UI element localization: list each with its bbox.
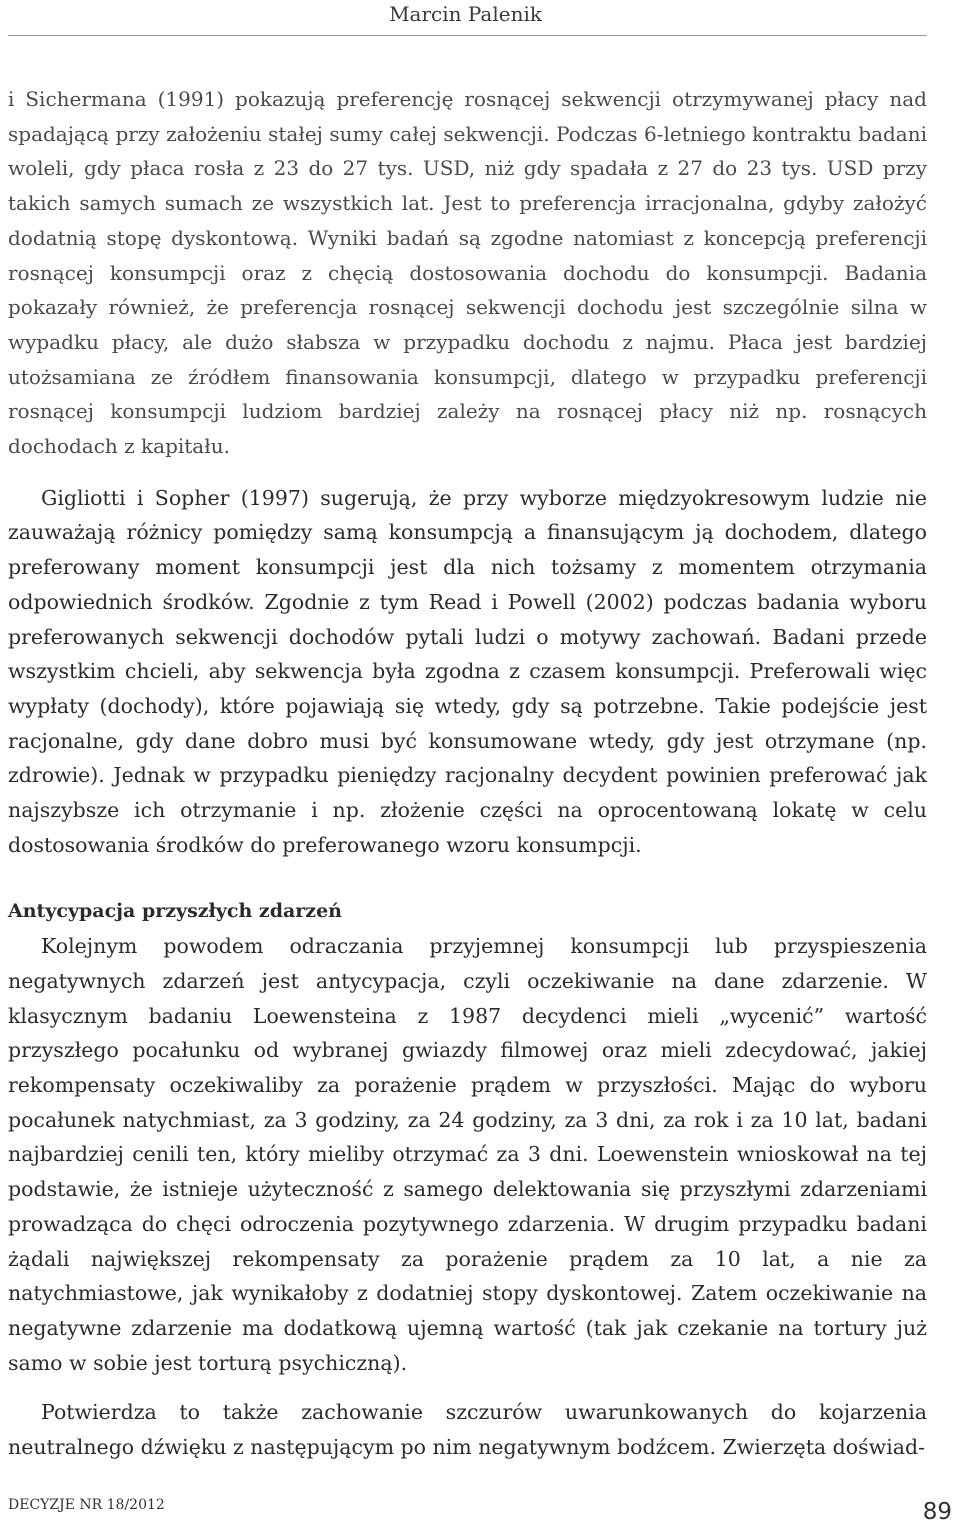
article-body: [8, 82, 927, 1465]
section-heading: Antycypacja przyszłych zdarzeń: [8, 900, 342, 923]
page-header: [0, 0, 960, 36]
body-paragraph-1: i Sichermana (1991) pokazują preferencję rosnącej sekwencji otrzymywanej płacy nad spadającą przy założeniu stałej sumy całej sekwencji. Podczas 6-letniego kontraktu badani woleli, gdy płaca rosła z 23 do 27 tys. USD, niż gdy spadała z 27 do 23 tys. USD przy takich samych sumach ze wszystkich lat. Jest to preferencja irracjonalna, gdyby założyć dodatnią stopę dyskontową. Wyniki badań są zgodne natomiast z koncepcją preferencji rosnącej konsumpcji oraz z chęcią dostosowania dochodu do konsumpcji. Badania pokazały również, że preferencja rosnącej sekwencji dochodu jest szczególnie silna w wypadku płacy, ale dużo słabsza w przypadku dochodu z najmu. Płaca jest bardziej utożsamiana ze źródłem finansowania konsumpcji, dlatego w przypadku preferencji rosnącej konsumpcji ludziom bardziej zależy na rosnącej płacy niż np. rosnących dochodach z kapitału.: [8, 87, 927, 459]
body-paragraph-3: Kolejnym powodem odraczania przyjemnej konsumpcji lub przyspieszenia negatywnych zdarzeń jest antycypacja, czyli oczekiwanie na dane zdarzenie. W klasycznym badaniu Loewensteina z 1987 decydenci mieli „wycenić” wartość przyszłego pocałunku od wybranej gwiazdy filmowej oraz mieli zdecydować, jakiej rekompensaty oczekiwaliby za porażenie prądem w przyszłości. Mając do wyboru pocałunek natychmiast, za 3 godziny, za 24 godziny, za 3 dni, za rok i za 10 lat, badani najbardziej cenili ten, który mieliby otrzymać za 3 dni. Loewenstein wnioskował na tej podstawie, że istnieje użyteczność z samego delektowania się przyszłymi zdarzeniami prowadząca do chęci odroczenia pozytywnego zdarzenia. W drugim przypadku badani żądali największej rekompensaty za porażenie prądem za 10 lat, a nie za natychmiastowe, jak wynikałoby z dodatniej stopy dyskontowej. Zatem oczekiwanie na negatywne zdarzenie ma dodatkową ujemną wartość (tak jak czekanie na tortury już samo w sobie jest torturą psychiczną).: [8, 934, 927, 1375]
body-paragraph-2: Gigliotti i Sopher (1997) sugerują, że przy wyborze międzyokresowym ludzie nie zauważają różnicy pomiędzy samą konsumpcją a finansującym ją dochodem, dlatego preferowany moment konsumpcji jest dla nich tożsamy z momentem otrzymania odpowiednich środków. Zgodnie z tym Read i Powell (2002) podczas badania wyboru preferowanych sekwencji dochodów pytali ludzi o motywy zachowań. Badani przede wszystkim chcieli, aby sekwencja była zgodna z czasem konsumpcji. Preferowali więc wypłaty (dochody), które pojawiają się wtedy, gdy są potrzebne. Takie podejście jest racjonalne, gdy dane dobro musi być konsumowane wtedy, gdy jest otrzymane (np. zdrowie). Jednak w przypadku pieniędzy racjonalny decydent powinien preferować jak najszybsze ich otrzymanie i np. złożenie części na oprocentowaną lokatę w celu dostosowania środków do preferowanego wzoru konsumpcji.: [8, 485, 927, 857]
running-head-author: Marcin Palenik: [389, 2, 542, 26]
body-paragraph-4: Potwierdza to także zachowanie szczurów uwarunkowanych do kojarzenia neutralnego dźwięku z następującym po nim negatywnym bodźcem. Zwierzęta doświad-: [8, 1400, 927, 1460]
header-rule: [8, 35, 927, 36]
page-number: 89: [922, 1499, 952, 1525]
footer-journal: DECYZJE NR 18/2012: [8, 1497, 165, 1513]
